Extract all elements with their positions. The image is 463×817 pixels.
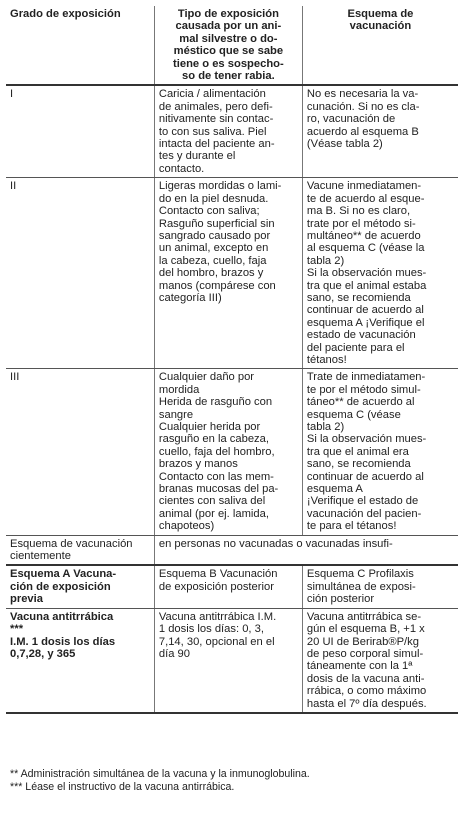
table-row bbox=[6, 85, 458, 177]
grade-label: III bbox=[10, 371, 20, 384]
scheme-c-line: simultánea de exposi- bbox=[306, 580, 416, 593]
note-line: Esquema de vacunación bbox=[10, 537, 133, 550]
exposure-line: manos (compárese con bbox=[158, 279, 276, 292]
exposure-line: Herida de rasguño con bbox=[158, 396, 273, 409]
grade-label: I bbox=[10, 88, 14, 101]
vaccine-c-line: dosis de la vacuna anti- bbox=[306, 672, 425, 685]
scheme-b-header bbox=[154, 565, 302, 608]
scheme-line: multáneo** de acuerdo bbox=[306, 229, 421, 242]
exposure-line: Contacto con saliva; bbox=[158, 205, 260, 218]
scheme-line: acuerdo al esquema B bbox=[306, 125, 419, 138]
table-row bbox=[6, 178, 458, 369]
scheme-a-line: previa bbox=[10, 593, 43, 606]
exposure-line: chapoteos) bbox=[158, 520, 215, 533]
scheme-line: Trate de inmediatamen- bbox=[306, 371, 426, 384]
scheme-a-line: ción de exposición bbox=[10, 580, 111, 593]
exposure-cell bbox=[154, 178, 302, 369]
exposure-line: Cualquier herida por bbox=[158, 421, 261, 433]
exposure-line: tes y durante el bbox=[158, 150, 236, 163]
exposure-line: nitivamente sin contac- bbox=[158, 113, 274, 126]
note-line: cientemente bbox=[10, 550, 71, 563]
vaccine-b-line: día 90 bbox=[158, 647, 190, 660]
vaccine-b-cell bbox=[154, 608, 302, 713]
scheme-line: tabla 2) bbox=[306, 421, 345, 433]
header-exposure-grade bbox=[6, 6, 154, 85]
header-line: vacunación bbox=[349, 20, 412, 33]
vaccine-c-line: Vacuna antitrrábica se- bbox=[306, 610, 422, 623]
scheme-line: táneo** de acuerdo al bbox=[306, 396, 415, 409]
exposure-line: Ligeras mordidas o lami- bbox=[158, 180, 282, 193]
footnote-instructions: *** Léase el instructivo de la vacuna antirrábica. bbox=[10, 780, 235, 793]
vaccine-a-line: I.M. 1 dosis los días bbox=[10, 635, 116, 648]
vaccine-a-line: Vacuna antitrrábica bbox=[10, 610, 114, 623]
grade-cell bbox=[6, 369, 154, 535]
header-line: tiene o es sospecho- bbox=[173, 57, 284, 70]
exposure-line: contacto. bbox=[158, 162, 205, 175]
vaccination-note-row bbox=[6, 535, 458, 565]
exposure-line: rasguño en la cabeza, bbox=[158, 433, 269, 446]
scheme-line: tétanos! bbox=[306, 353, 347, 366]
grade-label: II bbox=[10, 180, 17, 193]
exposure-cell bbox=[154, 369, 302, 535]
scheme-a-header bbox=[6, 565, 154, 608]
footnote-simultaneous: ** Administración simultánea de la vacuna y la inmunoglobulina. bbox=[10, 768, 310, 780]
exposure-line: Rasguño superficial sin bbox=[158, 217, 275, 230]
scheme-line: Si la observación mues- bbox=[306, 433, 427, 446]
exposure-line: do en la piel desnuda. bbox=[158, 192, 269, 205]
scheme-b-line: Esquema B Vacunación bbox=[158, 568, 278, 581]
scheme-line: trate por el método si- bbox=[306, 217, 416, 230]
scheme-line: No es necesaria la va- bbox=[306, 88, 419, 101]
rabies-exposure-table bbox=[6, 6, 458, 714]
vaccine-c-line: rrábica, o como máximo bbox=[306, 685, 427, 698]
scheme-line: tabla 2) bbox=[306, 254, 345, 267]
scheme-line: Vacune inmediatamen- bbox=[306, 180, 422, 193]
scheme-line: continuar de acuerdo al bbox=[306, 304, 424, 317]
scheme-a-line: Esquema A Vacuna- bbox=[10, 568, 117, 581]
scheme-b-line: de exposición posterior bbox=[158, 580, 274, 593]
vaccine-c-line: gún el esquema B, +1 x bbox=[306, 623, 425, 636]
scheme-c-line: Esquema C Profilaxis bbox=[306, 568, 414, 581]
vaccination-note-text bbox=[154, 535, 458, 565]
table-row bbox=[6, 369, 458, 535]
scheme-line: ro, vacunación de bbox=[306, 113, 396, 126]
scheme-line: (Véase tabla 2) bbox=[306, 138, 383, 151]
scheme-cell bbox=[302, 369, 458, 535]
exposure-line: de animales, pero defi- bbox=[158, 100, 273, 113]
exposure-line: intacta del paciente an- bbox=[158, 138, 275, 151]
exposure-line: cientes con saliva del bbox=[158, 495, 266, 508]
scheme-line: del paciente para el bbox=[306, 341, 405, 354]
scheme-line: te de acuerdo al esque- bbox=[306, 192, 425, 205]
exposure-line: to con sus saliva. Piel bbox=[158, 125, 267, 138]
scheme-line: ma B. Si no es claro, bbox=[306, 205, 411, 218]
vaccine-c-line: de peso corporal simul- bbox=[306, 647, 424, 660]
scheme-line: esquema A bbox=[306, 483, 363, 496]
vaccine-a-line: *** bbox=[10, 623, 24, 636]
exposure-cell bbox=[154, 85, 302, 177]
scheme-line: esquema A ¡Verifique el bbox=[306, 316, 425, 329]
scheme-line: sano, se recomienda bbox=[306, 291, 411, 304]
vaccine-c-line: 20 UI de Berirab®P/kg bbox=[306, 635, 419, 648]
scheme-c-line: ción posterior bbox=[306, 593, 375, 606]
scheme-line: continuar de acuerdo al bbox=[306, 470, 424, 483]
scheme-line: estado de vacunación bbox=[306, 329, 416, 342]
header-line: mal silvestre o do- bbox=[179, 32, 278, 45]
scheme-line: vacunación del pacien- bbox=[306, 507, 422, 520]
header-line: so de tener rabia. bbox=[182, 70, 275, 83]
header-line: causada por un ani- bbox=[175, 20, 282, 33]
exposure-line: brazos y manos bbox=[158, 458, 238, 471]
header-exposure-type bbox=[154, 6, 302, 85]
vaccine-b-line: 7,14, 30, opcional en el bbox=[158, 635, 275, 648]
scheme-line: al esquema C (véase la bbox=[306, 242, 425, 255]
exposure-line: animal (por ej. lamida, bbox=[158, 507, 269, 520]
vaccine-b-line: 1 dosis los días: 0, 3, bbox=[158, 623, 264, 636]
scheme-c-header bbox=[302, 565, 458, 608]
scheme-line: te por el método simul- bbox=[306, 383, 421, 396]
vaccine-a-line: 0,7,28, y 365 bbox=[10, 647, 76, 660]
exposure-line: sangrado causado por bbox=[158, 229, 271, 242]
exposure-line: branas mucosas del pa- bbox=[158, 483, 279, 496]
exposure-line: cuello, faja del hombro, bbox=[158, 445, 275, 458]
scheme-line: te para el tétanos! bbox=[306, 520, 397, 533]
grade-cell bbox=[6, 178, 154, 369]
scheme-cell bbox=[302, 85, 458, 177]
vaccine-c-cell bbox=[302, 608, 458, 713]
footnotes bbox=[10, 768, 310, 793]
header-vaccination-scheme bbox=[302, 6, 458, 85]
exposure-line: Cualquier daño por bbox=[158, 371, 255, 384]
scheme-line: ¡Verifique el estado de bbox=[306, 495, 419, 508]
scheme-line: tra que el animal era bbox=[306, 445, 409, 458]
scheme-line: esquema C (véase bbox=[306, 408, 401, 421]
vaccine-row bbox=[6, 608, 458, 713]
header-line: Tipo de exposición bbox=[177, 8, 279, 20]
table-header-row bbox=[6, 6, 458, 85]
grade-cell bbox=[6, 85, 154, 177]
scheme-line: tra que el animal estaba bbox=[306, 279, 427, 292]
schemes-header-row bbox=[6, 565, 458, 608]
exposure-line: Contacto con las mem- bbox=[158, 470, 274, 483]
exposure-line: sangre bbox=[158, 408, 194, 421]
vaccine-b-line: Vacuna antitrrábica I.M. bbox=[158, 610, 277, 623]
header-line: Esquema de bbox=[347, 8, 414, 20]
exposure-line: mordida bbox=[158, 383, 200, 396]
scheme-line: sano, se recomienda bbox=[306, 458, 411, 471]
exposure-line: Caricia / alimentación bbox=[158, 88, 266, 101]
exposure-line: un animal, excepto en bbox=[158, 242, 269, 255]
exposure-line: categoría III) bbox=[158, 291, 222, 304]
exposure-line: la cabeza, cuello, faja bbox=[158, 254, 267, 267]
note-line: en personas no vacunadas o vacunadas insufi- bbox=[158, 537, 393, 550]
exposure-line: del hombro, brazos y bbox=[158, 267, 264, 280]
scheme-cell bbox=[302, 178, 458, 369]
scheme-line: Si la observación mues- bbox=[306, 267, 427, 280]
vaccine-a-cell bbox=[6, 608, 154, 713]
header-line: méstico que se sabe bbox=[173, 45, 284, 58]
vaccine-c-line: táneamente con la 1ª bbox=[306, 660, 413, 673]
vaccine-c-line: hasta el 7º día después. bbox=[306, 697, 427, 710]
scheme-line: cunación. Si no es cla- bbox=[306, 100, 420, 113]
header-line: Grado de exposición bbox=[10, 8, 121, 20]
vaccination-note-label bbox=[6, 535, 154, 565]
